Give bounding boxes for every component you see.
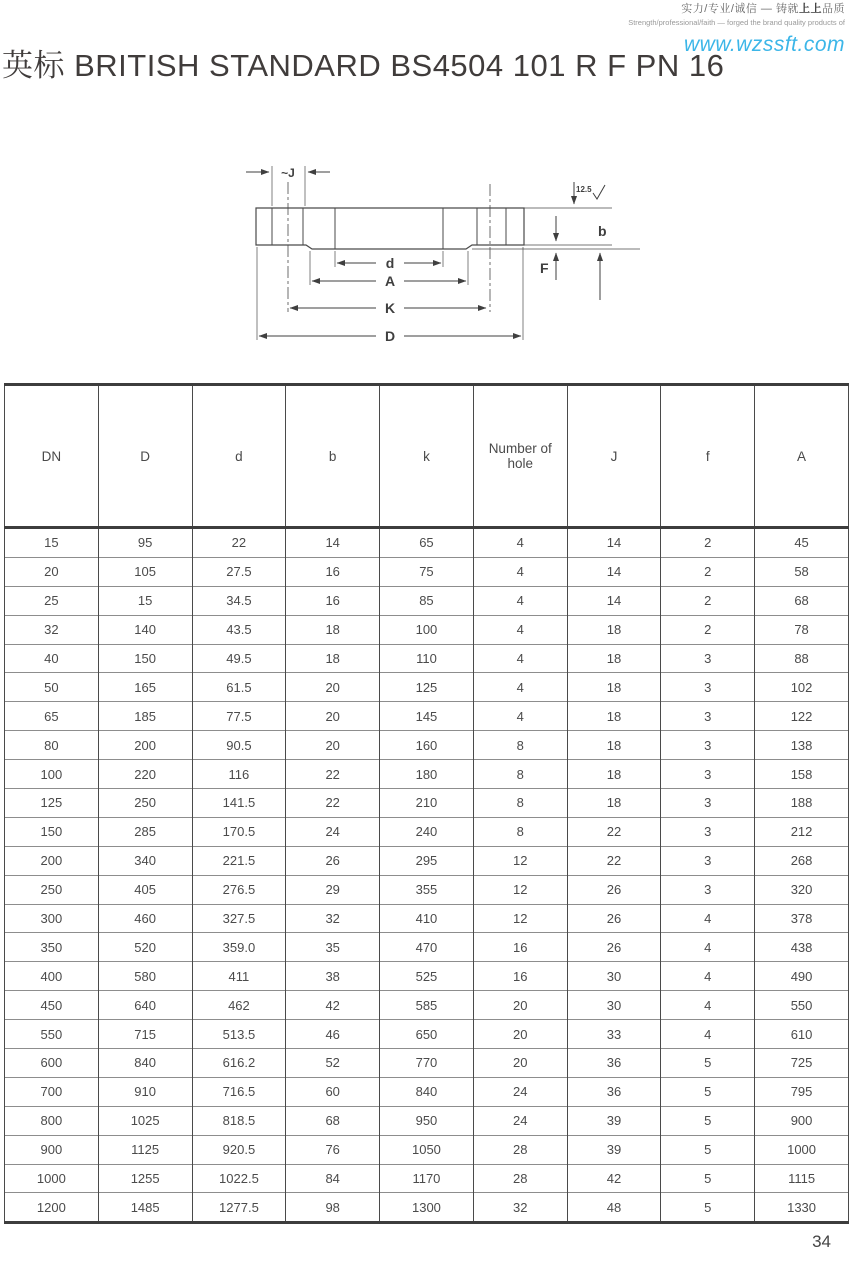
table-cell: 300 (5, 904, 99, 933)
table-cell: 327.5 (192, 904, 286, 933)
table-cell: 35 (286, 933, 380, 962)
table-cell: 65 (380, 528, 474, 558)
table-cell: 378 (755, 904, 849, 933)
table-cell: 22 (286, 760, 380, 789)
table-row (5, 1135, 849, 1164)
table-cell: 95 (98, 528, 192, 558)
table-row (5, 904, 849, 933)
table-row (5, 615, 849, 644)
table-cell: 795 (755, 1077, 849, 1106)
table-cell: 490 (755, 962, 849, 991)
table-cell: 32 (5, 615, 99, 644)
table-cell: 5 (661, 1135, 755, 1164)
table-cell: 12 (473, 846, 567, 875)
table-cell: 28 (473, 1135, 567, 1164)
table-cell: 88 (755, 644, 849, 673)
column-header: k (380, 385, 474, 528)
table-cell: 240 (380, 817, 474, 846)
table-cell: 90.5 (192, 731, 286, 760)
table-cell: 2 (661, 528, 755, 558)
table-cell: 3 (661, 846, 755, 875)
table-cell: 160 (380, 731, 474, 760)
table-cell: 350 (5, 933, 99, 962)
table-cell: 5 (661, 1077, 755, 1106)
table-cell: 20 (473, 1020, 567, 1049)
table-cell: 22 (192, 528, 286, 558)
table-cell: 26 (567, 875, 661, 904)
table-cell: 580 (98, 962, 192, 991)
table-cell: 725 (755, 1049, 849, 1078)
table-cell: 32 (286, 904, 380, 933)
table-cell: 5 (661, 1193, 755, 1223)
table-row (5, 760, 849, 789)
table-cell: 1022.5 (192, 1164, 286, 1193)
table-cell: 116 (192, 760, 286, 789)
table-cell: 1000 (5, 1164, 99, 1193)
table-cell: 3 (661, 789, 755, 818)
table-cell: 165 (98, 673, 192, 702)
centerlines (288, 182, 490, 312)
table-cell: 100 (380, 615, 474, 644)
table-cell: 715 (98, 1020, 192, 1049)
table-cell: 26 (567, 904, 661, 933)
table-cell: 61.5 (192, 673, 286, 702)
column-header: b (286, 385, 380, 528)
table-cell: 36 (567, 1049, 661, 1078)
table-cell: 20 (286, 731, 380, 760)
table-cell: 34.5 (192, 586, 286, 615)
table-cell: 4 (473, 615, 567, 644)
table-cell: 170.5 (192, 817, 286, 846)
table-cell: 450 (5, 991, 99, 1020)
table-cell: 1025 (98, 1106, 192, 1135)
table-cell: 4 (661, 1020, 755, 1049)
table-cell: 29 (286, 875, 380, 904)
table-cell: 470 (380, 933, 474, 962)
table-cell: 900 (5, 1135, 99, 1164)
table-cell: 68 (286, 1106, 380, 1135)
table-cell: 38 (286, 962, 380, 991)
brand-slogan-en: Strength/professional/faith — forged the brand quality products of (628, 17, 845, 27)
table-cell: 4 (661, 933, 755, 962)
table-cell: 950 (380, 1106, 474, 1135)
table-cell: 4 (473, 644, 567, 673)
table-cell: 24 (286, 817, 380, 846)
table-cell: 210 (380, 789, 474, 818)
table-cell: 3 (661, 875, 755, 904)
page-number: 34 (812, 1232, 831, 1251)
table-cell: 22 (286, 789, 380, 818)
table-cell: 158 (755, 760, 849, 789)
table-row (5, 1106, 849, 1135)
table-cell: 1485 (98, 1193, 192, 1223)
column-header: DN (5, 385, 99, 528)
table-cell: 15 (5, 528, 99, 558)
table-cell: 840 (98, 1049, 192, 1078)
table-cell: 30 (567, 991, 661, 1020)
table-row (5, 817, 849, 846)
brand-slogan-zh-pre: 实力/专业/诚信 — 铸就 (681, 3, 799, 15)
table-cell: 4 (473, 702, 567, 731)
table-cell: 320 (755, 875, 849, 904)
table-cell: 200 (5, 846, 99, 875)
table-cell: 25 (5, 586, 99, 615)
table-row (5, 1164, 849, 1193)
page-title: 英标 BRITISH STANDARD BS4504 101 R F PN 16 (2, 48, 725, 83)
column-header: f (661, 385, 755, 528)
table-cell: 1277.5 (192, 1193, 286, 1223)
table-cell: 1300 (380, 1193, 474, 1223)
table-cell: 3 (661, 731, 755, 760)
table-cell: 12 (473, 875, 567, 904)
table-cell: 150 (5, 817, 99, 846)
table-cell: 18 (286, 644, 380, 673)
table-cell: 39 (567, 1106, 661, 1135)
table-cell: 140 (98, 615, 192, 644)
column-header: A (755, 385, 849, 528)
table-cell: 102 (755, 673, 849, 702)
table-cell: 28 (473, 1164, 567, 1193)
table-cell: 221.5 (192, 846, 286, 875)
table-cell: 14 (567, 528, 661, 558)
spec-table-body (5, 528, 849, 1223)
table-cell: 188 (755, 789, 849, 818)
table-cell: 840 (380, 1077, 474, 1106)
table-cell: 46 (286, 1020, 380, 1049)
table-cell: 5 (661, 1164, 755, 1193)
table-cell: 32 (473, 1193, 567, 1223)
table-cell: 80 (5, 731, 99, 760)
table-cell: 43.5 (192, 615, 286, 644)
table-row (5, 1020, 849, 1049)
table-cell: 8 (473, 731, 567, 760)
table-cell: 1125 (98, 1135, 192, 1164)
table-row (5, 789, 849, 818)
table-cell: 359.0 (192, 933, 286, 962)
table-cell: 20 (286, 673, 380, 702)
table-cell: 1000 (755, 1135, 849, 1164)
table-cell: 30 (567, 962, 661, 991)
column-header: d (192, 385, 286, 528)
flange-section-lines (272, 208, 506, 249)
table-row (5, 644, 849, 673)
table-cell: 3 (661, 702, 755, 731)
table-row (5, 528, 849, 558)
table-cell: 145 (380, 702, 474, 731)
roughness-label: 12.5 (576, 185, 592, 194)
table-cell: 16 (473, 962, 567, 991)
table-cell: 20 (473, 991, 567, 1020)
table-cell: 818.5 (192, 1106, 286, 1135)
table-cell: 185 (98, 702, 192, 731)
table-row (5, 875, 849, 904)
table-cell: 2 (661, 615, 755, 644)
table-cell: 220 (98, 760, 192, 789)
dim-f (540, 253, 600, 300)
table-header-row (5, 385, 849, 528)
table-row (5, 1193, 849, 1223)
table-cell: 42 (567, 1164, 661, 1193)
table-cell: 411 (192, 962, 286, 991)
table-cell: 20 (5, 557, 99, 586)
table-cell: 800 (5, 1106, 99, 1135)
dim-j (246, 166, 330, 180)
table-row (5, 586, 849, 615)
table-cell: 27.5 (192, 557, 286, 586)
table-cell: 14 (567, 586, 661, 615)
table-cell: 920.5 (192, 1135, 286, 1164)
dim-b (556, 216, 607, 241)
table-cell: 45 (755, 528, 849, 558)
table-cell: 4 (473, 557, 567, 586)
table-cell: 1115 (755, 1164, 849, 1193)
table-cell: 16 (286, 586, 380, 615)
table-row (5, 962, 849, 991)
table-cell: 78 (755, 615, 849, 644)
dim-f-label: F (540, 260, 549, 276)
table-cell: 3 (661, 644, 755, 673)
table-row (5, 1049, 849, 1078)
table-cell: 276.5 (192, 875, 286, 904)
table-cell: 410 (380, 904, 474, 933)
table-cell: 150 (98, 644, 192, 673)
table-cell: 1170 (380, 1164, 474, 1193)
table-cell: 65 (5, 702, 99, 731)
table-cell: 52 (286, 1049, 380, 1078)
table-cell: 200 (98, 731, 192, 760)
table-cell: 125 (5, 789, 99, 818)
flange-spec-table (4, 383, 849, 1224)
table-cell: 18 (567, 760, 661, 789)
table-cell: 340 (98, 846, 192, 875)
table-cell: 650 (380, 1020, 474, 1049)
table-cell: 285 (98, 817, 192, 846)
table-cell: 24 (473, 1077, 567, 1106)
table-cell: 180 (380, 760, 474, 789)
table-cell: 33 (567, 1020, 661, 1049)
table-cell: 4 (661, 904, 755, 933)
table-cell: 105 (98, 557, 192, 586)
table-cell: 85 (380, 586, 474, 615)
table-cell: 250 (5, 875, 99, 904)
table-cell: 39 (567, 1135, 661, 1164)
table-cell: 405 (98, 875, 192, 904)
table-cell: 40 (5, 644, 99, 673)
column-header: D (98, 385, 192, 528)
brand-slogan-zh (628, 3, 845, 17)
flange-drawing (0, 140, 853, 375)
table-cell: 1330 (755, 1193, 849, 1223)
table-cell: 138 (755, 731, 849, 760)
table-cell: 125 (380, 673, 474, 702)
column-header: J (567, 385, 661, 528)
brand-slogan-zh-post: 品质 (822, 3, 845, 15)
dim-k-label: K (384, 300, 396, 316)
table-cell: 18 (567, 702, 661, 731)
table-cell: 716.5 (192, 1077, 286, 1106)
table-row (5, 991, 849, 1020)
table-cell: 5 (661, 1106, 755, 1135)
table-cell: 50 (5, 673, 99, 702)
table-cell: 400 (5, 962, 99, 991)
table-cell: 18 (567, 615, 661, 644)
table-cell: 42 (286, 991, 380, 1020)
table-cell: 18 (286, 615, 380, 644)
table-cell: 462 (192, 991, 286, 1020)
table-cell: 48 (567, 1193, 661, 1223)
flange-outline (256, 208, 524, 249)
table-cell: 84 (286, 1164, 380, 1193)
table-cell: 68 (755, 586, 849, 615)
table-cell: 610 (755, 1020, 849, 1049)
table-cell: 910 (98, 1077, 192, 1106)
dim-k (290, 300, 486, 316)
table-cell: 110 (380, 644, 474, 673)
table-cell: 26 (286, 846, 380, 875)
table-cell: 700 (5, 1077, 99, 1106)
table-row (5, 846, 849, 875)
brand-website: www.wzssft.com (683, 33, 845, 57)
table-cell: 98 (286, 1193, 380, 1223)
table-cell: 16 (286, 557, 380, 586)
table-cell: 295 (380, 846, 474, 875)
table-cell: 18 (567, 673, 661, 702)
table-cell: 550 (5, 1020, 99, 1049)
table-cell: 14 (567, 557, 661, 586)
table-row (5, 702, 849, 731)
table-cell: 355 (380, 875, 474, 904)
roughness-mark (574, 182, 605, 204)
table-cell: 4 (473, 528, 567, 558)
table-cell: 14 (286, 528, 380, 558)
table-cell: 1050 (380, 1135, 474, 1164)
table-cell: 1255 (98, 1164, 192, 1193)
table-cell: 3 (661, 760, 755, 789)
table-cell: 75 (380, 557, 474, 586)
dim-big-d (259, 328, 521, 344)
table-row (5, 1077, 849, 1106)
dim-a-label: A (384, 273, 396, 289)
table-cell: 585 (380, 991, 474, 1020)
table-cell: 100 (5, 760, 99, 789)
table-cell: 640 (98, 991, 192, 1020)
table-cell: 60 (286, 1077, 380, 1106)
table-cell: 616.2 (192, 1049, 286, 1078)
table-cell: 26 (567, 933, 661, 962)
table-cell: 1200 (5, 1193, 99, 1223)
table-cell: 513.5 (192, 1020, 286, 1049)
table-cell: 212 (755, 817, 849, 846)
table-cell: 4 (661, 962, 755, 991)
table-cell: 8 (473, 789, 567, 818)
dim-a (312, 273, 466, 289)
table-cell: 24 (473, 1106, 567, 1135)
table-row (5, 557, 849, 586)
table-cell: 438 (755, 933, 849, 962)
table-cell: 22 (567, 817, 661, 846)
table-cell: 18 (567, 731, 661, 760)
table-cell: 3 (661, 817, 755, 846)
table-cell: 18 (567, 644, 661, 673)
table-cell: 141.5 (192, 789, 286, 818)
table-cell: 58 (755, 557, 849, 586)
table-row (5, 933, 849, 962)
table-cell: 600 (5, 1049, 99, 1078)
brand-slogan-zh-bold: 上上 (799, 3, 822, 15)
table-cell: 8 (473, 760, 567, 789)
table-cell: 3 (661, 673, 755, 702)
table-cell: 550 (755, 991, 849, 1020)
table-cell: 16 (473, 933, 567, 962)
table-cell: 20 (286, 702, 380, 731)
column-header: Number of hole (473, 385, 567, 528)
table-cell: 22 (567, 846, 661, 875)
table-cell: 8 (473, 817, 567, 846)
table-cell: 525 (380, 962, 474, 991)
table-cell: 36 (567, 1077, 661, 1106)
table-cell: 18 (567, 789, 661, 818)
dim-d-label: d (385, 255, 395, 271)
table-cell: 12 (473, 904, 567, 933)
table-cell: 268 (755, 846, 849, 875)
table-cell: 77.5 (192, 702, 286, 731)
dim-d (337, 255, 441, 271)
table-cell: 49.5 (192, 644, 286, 673)
table-cell: 20 (473, 1049, 567, 1078)
table-cell: 2 (661, 586, 755, 615)
table-cell: 520 (98, 933, 192, 962)
table-cell: 900 (755, 1106, 849, 1135)
table-cell: 4 (473, 673, 567, 702)
dim-b-label: b (598, 223, 607, 239)
table-row (5, 673, 849, 702)
dim-j-label: ~J (281, 166, 295, 180)
table-cell: 122 (755, 702, 849, 731)
table-cell: 4 (473, 586, 567, 615)
table-cell: 4 (661, 991, 755, 1020)
table-cell: 2 (661, 557, 755, 586)
table-cell: 76 (286, 1135, 380, 1164)
dim-big-d-label: D (384, 328, 396, 344)
table-cell: 460 (98, 904, 192, 933)
table-cell: 15 (98, 586, 192, 615)
table-cell: 250 (98, 789, 192, 818)
table-cell: 5 (661, 1049, 755, 1078)
table-row (5, 731, 849, 760)
table-cell: 770 (380, 1049, 474, 1078)
